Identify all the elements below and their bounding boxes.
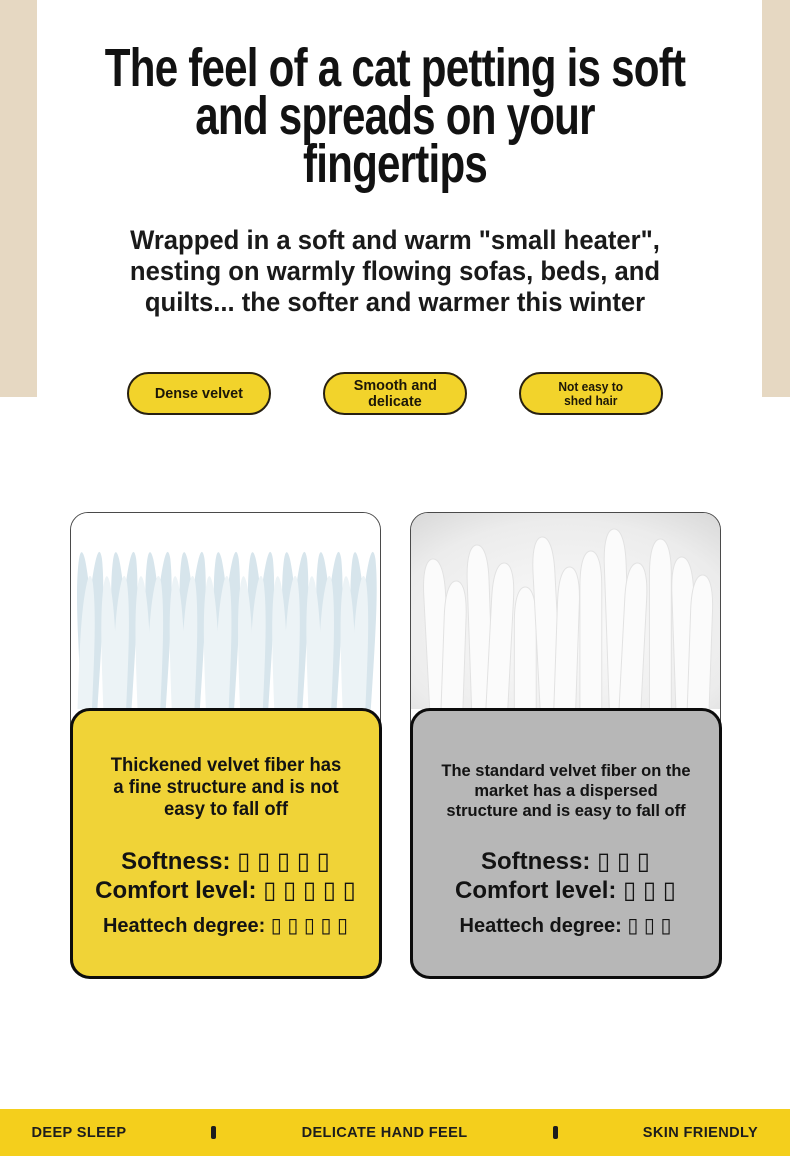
card-heading (413, 761, 719, 821)
card-stats (73, 847, 379, 939)
pill-not-easy-shed[interactable] (519, 372, 663, 415)
subtitle-line: Wrapped in a soft and warm "small heater", (130, 225, 660, 255)
card-thickened-velvet (70, 512, 381, 978)
pill-label: Smooth and (353, 376, 437, 394)
footer-item-hand-feel: DELICATE HAND FEEL (301, 1124, 468, 1141)
subtitle-line: nesting on warmly flowing sofas, beds, and (129, 256, 661, 286)
subtitle-line: quilts... the softer and warmer this winter (144, 287, 646, 317)
feature-pills (0, 372, 790, 415)
card-standard-velvet (410, 512, 721, 978)
softness-rating: Softness: ▯ ▯ ▯ ▯ ▯ (121, 847, 330, 875)
dense-velvet-fibers-image (71, 513, 380, 709)
pill-label: shed hair (564, 393, 618, 408)
card-heading-line: structure and is easy to fall off (445, 800, 686, 820)
benefits-footer-bar (0, 1109, 790, 1156)
pill-smooth-delicate[interactable] (323, 372, 467, 415)
pill-label: delicate (368, 392, 422, 410)
pill-label: Not easy to (558, 379, 624, 394)
title-line: and spreads on your (195, 86, 595, 147)
comfort-rating: Comfort level: ▯ ▯ ▯ ▯ ▯ (95, 876, 356, 904)
footer-item-deep-sleep: DEEP SLEEP (31, 1124, 127, 1141)
card-stats (413, 847, 719, 939)
pill-label: Dense velvet (154, 384, 244, 402)
footer-item-skin-friendly: SKIN FRIENDLY (642, 1124, 759, 1141)
title-line: The feel of a cat petting is soft (104, 38, 686, 99)
card-heading-line: The standard velvet fiber on the (440, 760, 691, 780)
separator-glyph (211, 1126, 216, 1139)
sparse-velvet-fibers-image (411, 513, 720, 709)
card-heading-line: Thickened velvet fiber has (110, 754, 341, 776)
title-line: fingertips (302, 134, 488, 195)
card-heading (73, 755, 379, 821)
separator-glyph (553, 1126, 558, 1139)
card-heading-line: a fine structure and is not (112, 776, 339, 798)
softness-rating: Softness: ▯ ▯ ▯ (481, 847, 650, 875)
comfort-rating: Comfort level: ▯ ▯ ▯ (455, 876, 676, 904)
card-panel-yellow (70, 708, 382, 979)
card-heading-line: market has a dispersed (473, 780, 658, 800)
pill-dense-velvet[interactable] (127, 372, 271, 415)
card-panel-gray (410, 708, 722, 979)
heattech-rating: Heattech degree: ▯ ▯ ▯ (459, 914, 672, 937)
heattech-rating: Heattech degree: ▯ ▯ ▯ ▯ ▯ (102, 914, 349, 937)
page-title (0, 38, 790, 195)
page-subtitle (0, 225, 790, 318)
card-heading-line: easy to fall off (163, 798, 288, 820)
